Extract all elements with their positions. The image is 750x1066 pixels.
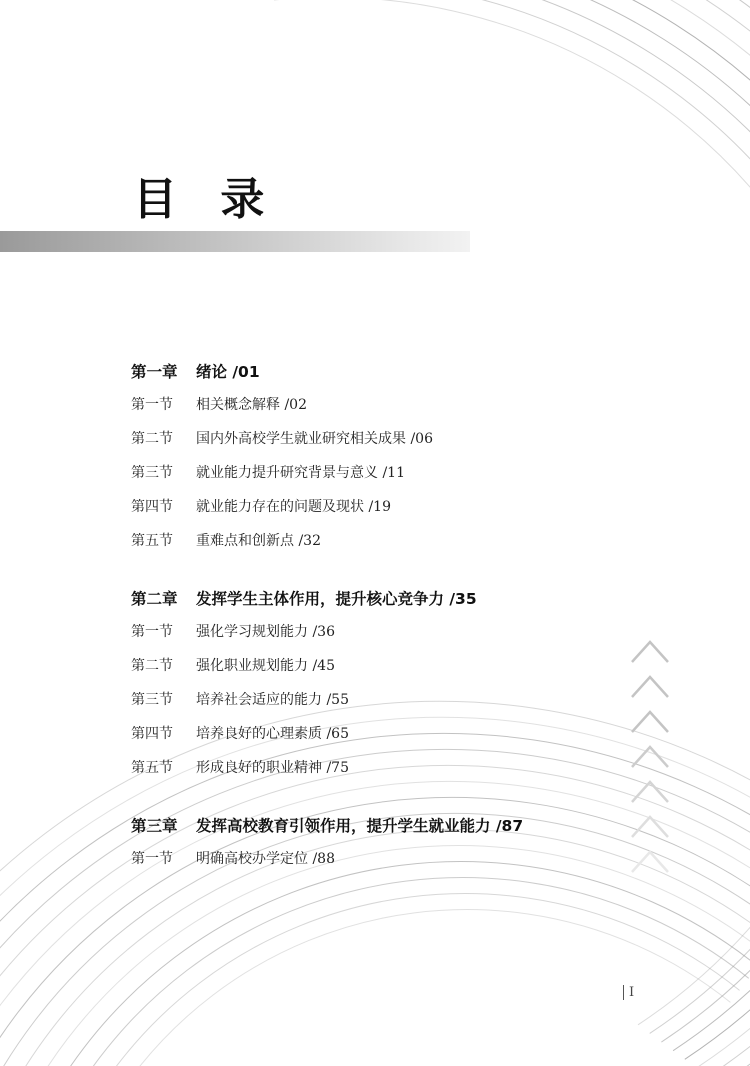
section-number: 第五节 — [131, 533, 173, 549]
section-2-1[interactable] — [131, 621, 691, 655]
section-number: 第二节 — [131, 431, 173, 447]
section-number: 第四节 — [131, 726, 173, 742]
chapter-number: 第三章 — [131, 817, 178, 835]
chevron-up-icon — [632, 747, 668, 767]
section-number: 第一节 — [131, 851, 173, 867]
section-title: 明确高校办学定位 /88 — [196, 851, 335, 867]
chevron-up-icon — [632, 642, 668, 662]
section-title: 国内外高校学生就业研究相关成果 /06 — [196, 431, 433, 447]
page-title: 目 录 — [133, 174, 279, 225]
section-number: 第二节 — [131, 658, 173, 674]
section-title: 培养良好的心理素质 /65 — [196, 726, 349, 742]
section-number: 第三节 — [131, 692, 173, 708]
section-1-2[interactable] — [131, 428, 691, 462]
chapter-title: 绪论 /01 — [196, 363, 260, 381]
section-title: 强化学习规划能力 /36 — [196, 624, 335, 640]
section-2-2[interactable] — [131, 655, 691, 689]
decorative-arc — [10, 878, 749, 1066]
chapter-title: 发挥学生主体作用，提升核心竞争力 /35 — [196, 590, 477, 608]
section-title: 相关概念解释 /02 — [196, 397, 307, 413]
chevron-stack — [628, 636, 672, 886]
section-number: 第三节 — [131, 465, 173, 481]
title-gradient-bar — [0, 231, 470, 252]
section-title: 培养社会适应的能力 /55 — [196, 692, 349, 708]
chevron-up-icon — [632, 782, 668, 802]
section-title: 就业能力存在的问题及现状 /19 — [196, 499, 391, 515]
chapter-number: 第一章 — [131, 363, 178, 381]
section-2-4[interactable] — [131, 723, 691, 757]
chapter-3[interactable] — [131, 814, 691, 848]
section-title: 重难点和创新点 /32 — [196, 533, 321, 549]
page-number: I — [623, 985, 634, 1000]
chevron-up-icon — [632, 677, 668, 697]
decorative-arc — [0, 861, 750, 1066]
section-title: 形成良好的职业精神 /75 — [196, 760, 349, 776]
chapter-number: 第二章 — [131, 590, 178, 608]
section-title: 强化职业规划能力 /45 — [196, 658, 335, 674]
table-of-contents — [131, 360, 691, 882]
section-2-3[interactable] — [131, 689, 691, 723]
chevron-up-icon — [632, 817, 668, 837]
section-title: 就业能力提升研究背景与意义 /11 — [196, 465, 405, 481]
section-number: 第一节 — [131, 624, 173, 640]
section-number: 第五节 — [131, 760, 173, 776]
section-3-1[interactable] — [131, 848, 691, 882]
section-1-3[interactable] — [131, 462, 691, 496]
section-2-5[interactable] — [131, 757, 691, 791]
chevron-up-icon — [632, 852, 668, 872]
chevron-up-icon — [632, 712, 668, 732]
section-1-5[interactable] — [131, 530, 691, 564]
section-number: 第四节 — [131, 499, 173, 515]
chapter-2[interactable] — [131, 587, 691, 621]
section-1-1[interactable] — [131, 394, 691, 428]
chapter-title: 发挥高校教育引领作用，提升学生就业能力 /87 — [196, 817, 524, 835]
section-1-4[interactable] — [131, 496, 691, 530]
chapter-1[interactable] — [131, 360, 691, 394]
section-number: 第一节 — [131, 397, 173, 413]
